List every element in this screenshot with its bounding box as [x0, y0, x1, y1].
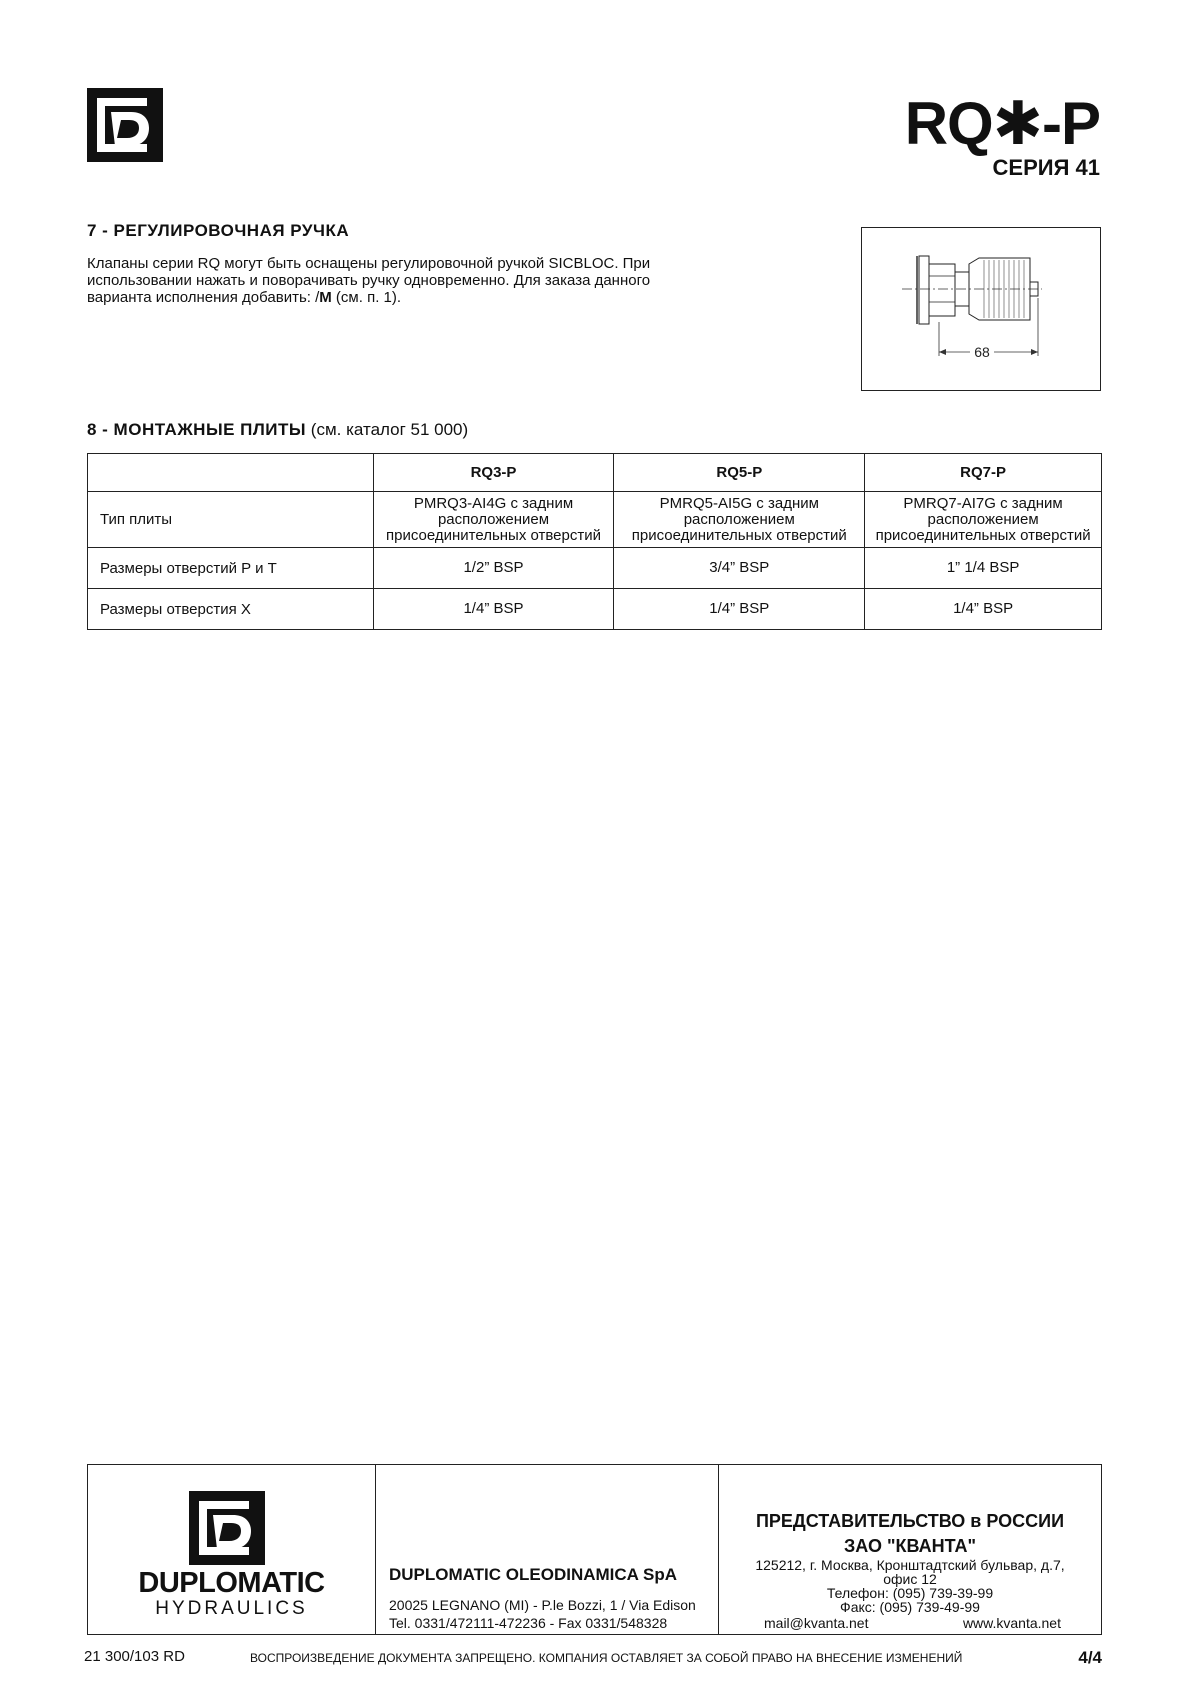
- column-header: [88, 454, 374, 492]
- section-7-line: Клапаны серии RQ могут быть оснащены регулировочной ручкой SICBLOC. При: [87, 255, 651, 272]
- representative-title: ПРЕДСТАВИТЕЛЬСТВО в РОССИИ: [755, 1511, 1065, 1531]
- table-cell: 3/4” BSP: [614, 548, 865, 589]
- representative-address: 125212, г. Москва, Кронштадтский бульвар, д.7, офис 12 Телефон: (095) 739-39-99 Факс: (095) 739-49-99: [755, 1557, 1065, 1615]
- page-number: 4/4: [1078, 1648, 1102, 1667]
- section-7-text: [87, 255, 727, 306]
- table-cell: 1/4” BSP: [373, 589, 614, 630]
- row-label: Размеры отверстия X: [88, 589, 374, 630]
- section-8-title: 8 - МОНТАЖНЫЕ ПЛИТЫ (см. каталог 51 000): [87, 420, 469, 439]
- section-7-line: варианта исполнения добавить: /M (см. п. 1).: [87, 289, 402, 306]
- representative-website[interactable]: www.kvanta.net: [962, 1615, 1061, 1631]
- table-row: [88, 548, 1102, 589]
- series-label: СЕРИЯ 41: [992, 155, 1100, 180]
- table-cell: 1/2” BSP: [373, 548, 614, 589]
- representative-company: ЗАО "КВАНТА": [843, 1536, 977, 1556]
- brand-subtitle: HYDRAULICS: [155, 1598, 308, 1619]
- table-cell: PMRQ3-AI4G с задним расположением присоединительных отверстий: [373, 492, 614, 548]
- footer-box: [87, 1464, 1102, 1635]
- table-cell: PMRQ7-AI7G с задним расположением присоединительных отверстий: [865, 492, 1102, 548]
- table-cell: 1” 1/4 BSP: [865, 548, 1102, 589]
- duplomatic-logo-icon: [87, 88, 163, 162]
- company-name: DUPLOMATIC OLEODINAMICA SpA: [389, 1565, 678, 1584]
- document-number: 21 300/103 RD: [84, 1648, 185, 1665]
- copyright-notice: ВОСПРОИЗВЕДЕНИЕ ДОКУМЕНТА ЗАПРЕЩЕНО. КОМПАНИЯ ОСТАВЛЯЕТ ЗА СОБОЙ ПРАВО НА ВНЕСЕНИЕ ИЗМЕНЕНИЙ: [250, 1651, 963, 1665]
- table-row: [88, 492, 1102, 548]
- mounting-plates-table: [87, 453, 1102, 630]
- row-label: Размеры отверстий P и T: [88, 548, 374, 589]
- section-7-line: использовании нажать и поворачивать ручку одновременно. Для заказа данного: [87, 272, 651, 289]
- column-header: RQ5-P: [614, 454, 865, 492]
- section-7-title: 7 - РЕГУЛИРОВОЧНАЯ РУЧКА: [87, 221, 350, 240]
- table-header-row: [88, 454, 1102, 492]
- row-label: Тип плиты: [88, 492, 374, 548]
- duplomatic-logo-icon: [189, 1491, 265, 1565]
- representative-email[interactable]: mail@kvanta.net: [764, 1615, 869, 1631]
- table-row: [88, 589, 1102, 630]
- column-header: RQ7-P: [865, 454, 1102, 492]
- brand-name: DUPLOMATIC: [138, 1567, 325, 1599]
- table-cell: 1/4” BSP: [865, 589, 1102, 630]
- company-contact: 20025 LEGNANO (MI) - P.le Bozzi, 1 / Via Edison Tel. 0331/472111-472236 - Fax 0331/548328: [389, 1597, 696, 1631]
- knob-drawing: [861, 227, 1101, 391]
- footer-brand-column: [88, 1465, 376, 1634]
- table-cell: PMRQ5-AI5G с задним расположением присоединительных отверстий: [614, 492, 865, 548]
- footer-company-column: [375, 1465, 719, 1634]
- footer-representative-column: [719, 1465, 1101, 1634]
- model-title: RQ✱-P: [904, 90, 1100, 157]
- column-header: RQ3-P: [373, 454, 614, 492]
- dimension-label: 68: [974, 344, 990, 360]
- table-cell: 1/4” BSP: [614, 589, 865, 630]
